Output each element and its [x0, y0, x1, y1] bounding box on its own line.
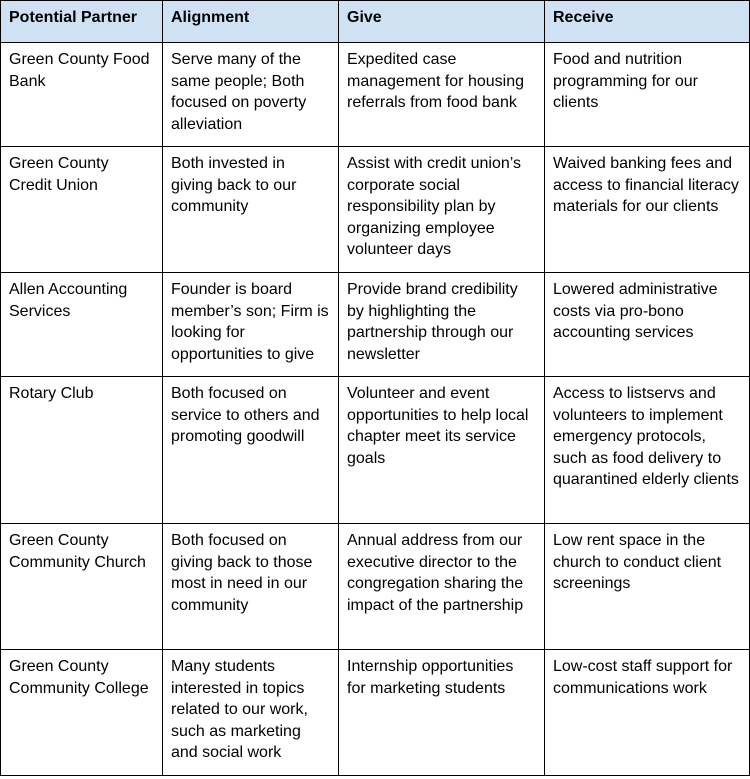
- partner-cell: Green County Community Church: [1, 524, 163, 650]
- header-row: [1, 1, 750, 43]
- header-receive: Receive: [545, 1, 750, 43]
- receive-cell: Food and nutrition programming for our clients: [545, 43, 750, 147]
- alignment-cell: Many students interested in topics related to our work, such as marketing and social work: [163, 650, 339, 776]
- partner-cell: Rotary Club: [1, 377, 163, 524]
- table-row: [1, 377, 750, 524]
- partner-cell: Allen Accounting Services: [1, 273, 163, 377]
- alignment-cell: Both invested in giving back to our community: [163, 147, 339, 273]
- table-row: [1, 147, 750, 273]
- receive-cell: Access to listservs and volunteers to implement emergency protocols, such as food delivery to quarantined elderly clients: [545, 377, 750, 524]
- table-row: [1, 273, 750, 377]
- table-row: [1, 43, 750, 147]
- partner-cell: Green County Credit Union: [1, 147, 163, 273]
- give-cell: Assist with credit union’s corporate social responsibility plan by organizing employee volunteer days: [339, 147, 545, 273]
- partner-cell: Green County Food Bank: [1, 43, 163, 147]
- header-give: Give: [339, 1, 545, 43]
- alignment-cell: Both focused on service to others and promoting goodwill: [163, 377, 339, 524]
- table-row: [1, 650, 750, 776]
- partner-cell: Green County Community College: [1, 650, 163, 776]
- give-cell: Volunteer and event opportunities to help local chapter meet its service goals: [339, 377, 545, 524]
- receive-cell: Low rent space in the church to conduct client screenings: [545, 524, 750, 650]
- receive-cell: Waived banking fees and access to financial literacy materials for our clients: [545, 147, 750, 273]
- header-potential-partner: Potential Partner: [1, 1, 163, 43]
- receive-cell: Low-cost staff support for communications work: [545, 650, 750, 776]
- alignment-cell: Serve many of the same people; Both focused on poverty alleviation: [163, 43, 339, 147]
- give-cell: Internship opportunities for marketing students: [339, 650, 545, 776]
- header-alignment: Alignment: [163, 1, 339, 43]
- alignment-cell: Both focused on giving back to those most in need in our community: [163, 524, 339, 650]
- give-cell: Annual address from our executive director to the congregation sharing the impact of the partnership: [339, 524, 545, 650]
- alignment-cell: Founder is board member’s son; Firm is looking for opportunities to give: [163, 273, 339, 377]
- give-cell: Expedited case management for housing referrals from food bank: [339, 43, 545, 147]
- receive-cell: Lowered administrative costs via pro-bono accounting services: [545, 273, 750, 377]
- give-cell: Provide brand credibility by highlighting the partnership through our newsletter: [339, 273, 545, 377]
- table-row: [1, 524, 750, 650]
